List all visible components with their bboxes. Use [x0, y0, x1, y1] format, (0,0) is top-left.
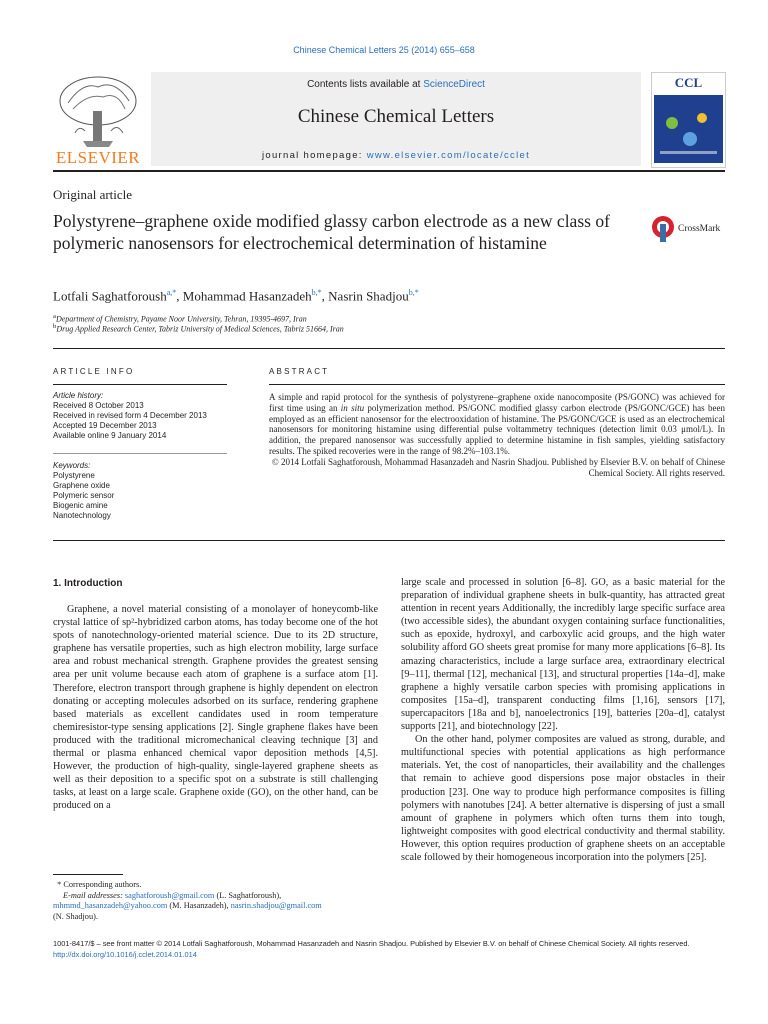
crossmark-icon [652, 214, 674, 244]
front-matter-copyright: 1001-8417/$ – see front matter © 2014 Lotfali Saghatforoush, Mohammad Hasanzadeh and Nasrin Shadjou. Published by Elsevier B.V. on behalf of Chinese Chemical Society. All rights reserved. [53, 939, 690, 948]
affiliation-rule [53, 348, 725, 349]
article-title: Polystyrene–graphene oxide modified glassy carbon electrode as a new class of polymeric nanosensors for electrochemical determination of histamine [53, 211, 610, 253]
email-link[interactable]: mhmmd_hasanzadeh@yahoo.com [53, 901, 168, 911]
footnote-rule [53, 874, 123, 875]
author-name[interactable]: Lotfali Saghatforoush [53, 288, 167, 304]
section-heading-introduction: 1. Introduction [53, 578, 123, 589]
right-column [401, 576, 725, 864]
journal-name: Chinese Chemical Letters [297, 106, 495, 127]
corresponding-footnote: * Corresponding authors. E-mail addresses: saghatforoush@gmail.com (L. Saghatforoush), mhmmd_hasanzadeh@yahoo.com (M. Hasanzadeh), nasrin.shadjou@gmail.com (N. Shadjou). [53, 880, 322, 921]
author-name[interactable]: Nasrin Shadjou [328, 288, 409, 304]
author-name[interactable]: Mohammad Hasanzadeh [182, 288, 312, 304]
author-list: Lotfali Saghatforoush$^{a,*}$, Mohammad Hasanzadeh$^{b,*}$, Nasrin Shadjou$^{b,*}$ [53, 288, 419, 304]
history-item: Received in revised form 4 December 2013 [53, 411, 207, 420]
sciencedirect-link[interactable]: ScienceDirect [423, 79, 485, 90]
info-rule [53, 384, 227, 385]
doi-link[interactable]: http://dx.doi.org/10.1016/j.cclet.2014.01.014 [53, 950, 197, 959]
crossmark-label: CrossMark [678, 224, 721, 234]
keyword: Polystyrene [53, 471, 95, 480]
article-history: Article history: Received 8 October 2013 Received in revised form 4 December 2013 Accepted 19 December 2013 Available online 9 January 2014 [53, 391, 207, 440]
history-item: Available online 9 January 2014 [53, 431, 167, 440]
front-matter-footer [53, 938, 733, 960]
intro-paragraph: Graphene, a novel material consisting of a monolayer of honeycomb-like crystal lattice of sp²-hybridized carbon atoms, has today become one of the hot spots of nanotechnology-oriented material science. Due to its 2D structure, graphene has versatile properties, such as high electron mobility, large surface area and robust mechanical strength. Graphene provides the greatest sensing area per unit volume because each atom of graphene is a surface atom [1]. Therefore, electron transport through graphene is highly dependent on electron donating or accepting molecules adsorbed on its surface, rendering graphene based materials as excellent candidates used in room temperature chemiresistor-type sensing applications [2]. Single graphene flakes have been produced with the traditional micromechanical cleaving technique [3] and thermal or plasma enhanced chemical vapor deposition methods [4,5]. However, the production of high-quality, single-layered graphene sheets as well as their deposition to a specific spot on a substrate is still challenging tasks, at least on a large scale. Graphene oxide (GO), on the other hand, can be produced on a [53, 604, 378, 812]
article-type: Original article [53, 187, 133, 202]
author-marker[interactable]: a,* [166, 288, 177, 297]
journal-citation[interactable]: Chinese Chemical Letters 25 (2014) 655–658 [293, 45, 475, 55]
elsevier-wordmark: ELSEVIER [55, 148, 141, 167]
affiliation-b: $^b$Drug Applied Research Center, Tabriz University of Medical Sciences, Tabriz 51664, Iran [53, 323, 344, 334]
affiliation-a: $^a$Department of Chemistry, Payame Noor University, Tehran, 19395-4697, Iran [53, 313, 307, 324]
homepage-link[interactable]: www.elsevier.com/locate/cclet [366, 150, 531, 161]
keyword: Graphene oxide [53, 481, 110, 490]
email-link[interactable]: saghatforoush@gmail.com [124, 890, 215, 900]
email-link[interactable]: nasrin.shadjou@gmail.com [230, 901, 322, 911]
header-rule [53, 170, 725, 172]
history-item: Accepted 19 December 2013 [53, 421, 157, 430]
abstract-rule [269, 384, 725, 385]
history-item: Received 8 October 2013 [53, 401, 144, 410]
abstract-copyright: © 2014 Lotfali Saghatforoush, Mohammad Hasanzadeh and Nasrin Shadjou. Published by Elsevier B.V. on behalf of Chinese Chemical Society. All rights reserved. [271, 456, 725, 478]
keywords-rule [53, 453, 227, 454]
body-paragraph: large scale and processed in solution [6–8]. GO, as a basic material for the preparation of individual graphene sheets in bulk-quantity, has attracted great attention in recent years Additionally, the incredibly large specific surface area (two accessible sides), the abundant oxygen containing surface functionalities, such as epoxide, hydroxyl, and carboxylic acid groups, and the high water solubility afford GO sheets great promise for many more applications [6–8]. Its amazing characteristics, include a large surface area, extraordinary electrical [9–11], thermal [12], mechanical [13], and structural properties [14a–d], make graphene a highly versatile carbon species with promising applications in composites [15a–d], transparent conducting films [1,16], sensors [17], supercapacitors [18a and b], nanoelectronics [19], batteries [20a–d], catalyst supports [21], and biotechnology [22]. [401, 577, 725, 733]
abstract-heading: ABSTRACT [269, 367, 330, 376]
journal-homepage: journal homepage: www.elsevier.com/locate/cclet [261, 150, 531, 161]
body-paragraph: On the other hand, polymer composites are valued as strong, durable, and multifunctional species with potential applications as high performance materials. Yet, the cost of nanoparticles, their availability and the challenges that remain to achieve good dispersions pose major obstacles in their production [23]. One way to produce high performance composites is filling polymers with nanotubes [24]. A better alternative is dispersing of just a small amount of graphene in polymers which often turns them into tough, lightweight composites with good electrical conductivity and thermal stability. However, this option requires production of graphene sheets on an acceptable scale followed by their homogeneous incorporation into the polymers [25]. [401, 734, 725, 863]
abstract-body: A simple and rapid protocol for the synthesis of polystyrene–graphene oxide nanocomposite (PS/GONC) was achieved for first time using an in situ polymerization method. PS/GONC modified glassy carbon electrode (PS/GONC/GCE) has been employed as an efficient nanosensor for the electrooxidation of histamine. The PS/GONC/GCE is used as an electrochemical nanosensors for monitoring histamine using differential pulse voltammetry techniques (detection limit 0.03 μmol/L). In addition, the prepared nanosensor was successfully applied to determine histamine in fish samples, yielding satisfactory results. The spiked recoveries were in the range of 98.2%–103.1%. © 2014 Lotfali Saghatforoush, Mohammad Hasanzadeh and Nasrin Shadjou. Published by Elsevier B.V. on behalf of Chinese Chemical Society. All rights reserved. [269, 392, 725, 478]
cover-title: CCL [674, 75, 703, 90]
left-column [53, 603, 378, 813]
article-info-heading: ARTICLE INFO [53, 367, 135, 376]
contents-line: Contents lists available at ScienceDirect [307, 79, 485, 90]
journal-cover-thumbnail[interactable] [651, 72, 726, 168]
author-marker[interactable]: b,* [311, 288, 322, 297]
keywords: Keywords: Polystyrene Graphene oxide Polymeric sensor Biogenic amine Nanotechnology [53, 461, 115, 520]
keyword: Nanotechnology [53, 511, 111, 520]
keyword: Biogenic amine [53, 501, 108, 510]
abstract-bottom-rule [53, 540, 725, 541]
author-marker[interactable]: b,* [408, 288, 419, 297]
keyword: Polymeric sensor [53, 491, 115, 500]
crossmark-badge[interactable] [652, 214, 726, 244]
